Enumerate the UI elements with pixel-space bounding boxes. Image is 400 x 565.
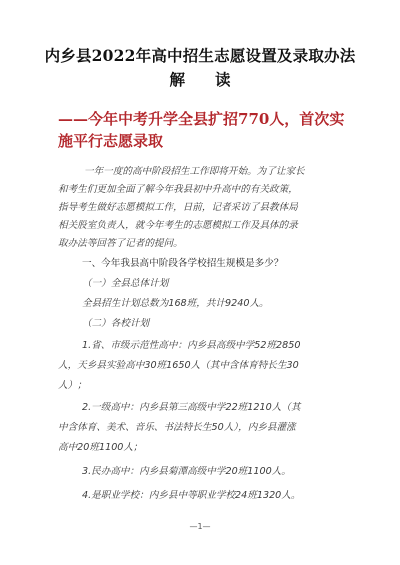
- body-line: 中含体育、美术、音乐、书法特长生50人），内乡县灌涨: [58, 422, 296, 433]
- body-line: 相关股室负责人，就今年考生的志愿模拟工作及具体的录: [58, 220, 298, 231]
- body-line: 1.省、市级示范性高中：内乡县高级中学52班2850: [82, 340, 301, 351]
- body-line: 人）；: [58, 380, 87, 391]
- body-line: 一年一度的高中阶段招生工作即将开始。为了让家长: [84, 166, 305, 177]
- subtitle-line1: ——今年中考升学全县扩招770人，首次实: [58, 110, 345, 128]
- body-line: 高中20班1100人；: [58, 442, 143, 453]
- document-title-line2: 解读: [169, 70, 261, 89]
- body-line: 取办法等回答了记者的提问。: [58, 238, 183, 249]
- body-line: 全县招生计划总数为168班，共计9240人。: [82, 298, 269, 309]
- body-line: 3.民办高中：内乡县菊潭高级中学20班1100人。: [82, 466, 291, 477]
- body-line: 人，天乡县实验高中30班1650人（其中含体育特长生30: [58, 360, 299, 371]
- body-line: 和考生们更加全面了解今年我县初中升高中的有关政策，: [58, 184, 298, 195]
- subsection-heading: （二）各校计划: [82, 318, 150, 329]
- section-heading: 一、今年我县高中阶段各学校招生规模是多少？: [82, 258, 284, 269]
- subsection-heading: （一）全县总体计划: [82, 278, 169, 289]
- subtitle-line2: 施平行志愿录取: [58, 132, 164, 150]
- document-title: 内乡县2022年高中招生志愿设置及录取办法: [44, 46, 356, 65]
- body-line: 指导考生做好志愿模拟工作，日前，记者采访了县教体局: [58, 202, 298, 213]
- body-line: 2.一级高中：内乡县第三高级中学22班1210人（其: [82, 402, 301, 413]
- page-number: —1—: [189, 522, 211, 531]
- body-line: 4.是职业学校：内乡县中等职业学校24班1320人。: [82, 490, 301, 501]
